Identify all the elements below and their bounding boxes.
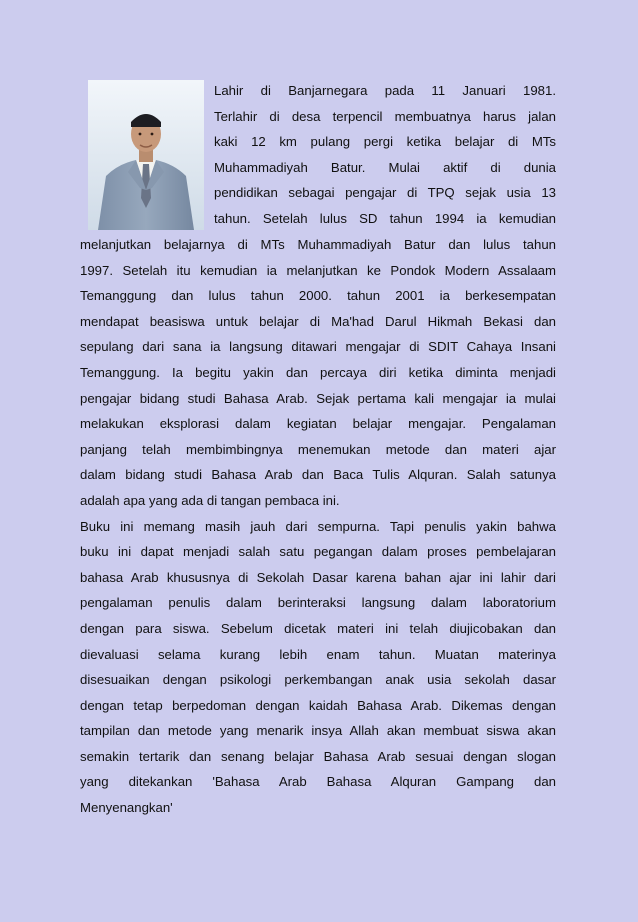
body-line: yang ditekankan 'Bahasa Arab Bahasa Alquran Gampang dan [80, 774, 556, 790]
body-line: melanjutkan belajarnya di MTs Muhammadiyah Batur dan lulus tahun [80, 237, 556, 252]
body-line: sepulang dari sana ia langsung ditawari mengajar di SDIT Cahaya Insani [80, 339, 556, 355]
body-line: tampilan dan metode yang menarik insya Allah akan membuat siswa akan [80, 723, 556, 739]
intro-line: Terlahir di desa terpencil membuatnya harus jalan [214, 108, 556, 124]
body-line: panjang telah membimbingnya menemukan metode dan materi ajar [80, 441, 556, 457]
main-paragraph [80, 232, 556, 821]
intro-line: kaki 12 km pulang pergi ketika belajar di MTs [214, 134, 556, 150]
body-line: melakukan eksplorasi dalam kegiatan belajar mengajar. Pengalaman [80, 416, 556, 432]
body-line: 1997. Setelah itu kemudian ia melanjutkan ke Pondok Modern Assalaam [80, 262, 556, 278]
intro-line: tahun. Setelah lulus SD tahun 1994 ia kemudian [214, 210, 556, 226]
intro-line: Lahir di Banjarnegara pada 11 Januari 1981. [214, 83, 556, 98]
body-line: pengalaman penulis dalam berinteraksi langsung dalam laboratorium [80, 595, 556, 611]
body-line: buku ini dapat menjadi salah satu pegangan dalam proses pembelajaran [80, 544, 556, 560]
intro-line: Muhammadiyah Batur. Mulai aktif di dunia [214, 159, 556, 175]
author-portrait [88, 80, 204, 230]
body-line: dalam bidang studi Bahasa Arab dan Baca Tulis Alquran. Salah satunya [80, 467, 556, 483]
intro-line: pendidikan sebagai pengajar di TPQ sejak usia 13 [214, 185, 556, 201]
body-line: bahasa Arab khususnya di Sekolah Dasar karena bahan ajar ini lahir dari [80, 569, 556, 585]
body-line: semakin tertarik dan senang belajar Bahasa Arab sesuai dengan slogan [80, 748, 556, 764]
body-line: dengan tetap berpedoman dengan kaidah Bahasa Arab. Dikemas dengan [80, 697, 556, 713]
body-line: Temanggung. Ia begitu yakin dan percaya diri ketika diminta menjadi [80, 364, 556, 380]
body-line: dievaluasi selama kurang lebih enam tahun. Muatan materinya [80, 646, 556, 662]
body-line: dengan para siswa. Sebelum dicetak materi ini telah diujicobakan dan [80, 620, 556, 636]
body-line: adalah apa yang ada di tangan pembaca ini. [80, 492, 340, 508]
body-line: pengajar bidang studi Bahasa Arab. Sejak pertama kali mengajar ia mulai [80, 390, 556, 406]
body-line: Buku ini memang masih jauh dari sempurna. Tapi penulis yakin bahwa [80, 518, 556, 534]
intro-paragraph [214, 78, 556, 232]
body-line: disesuaikan dengan psikologi perkembangan anak usia sekolah dasar [80, 672, 556, 688]
body-line: Menyenangkan' [80, 800, 173, 816]
body-line: Temanggung dan lulus tahun 2000. tahun 2001 ia berkesempatan [80, 288, 556, 304]
author-photo [88, 80, 204, 230]
body-line: mendapat beasiswa untuk belajar di Ma'had Darul Hikmah Bekasi dan [80, 313, 556, 329]
